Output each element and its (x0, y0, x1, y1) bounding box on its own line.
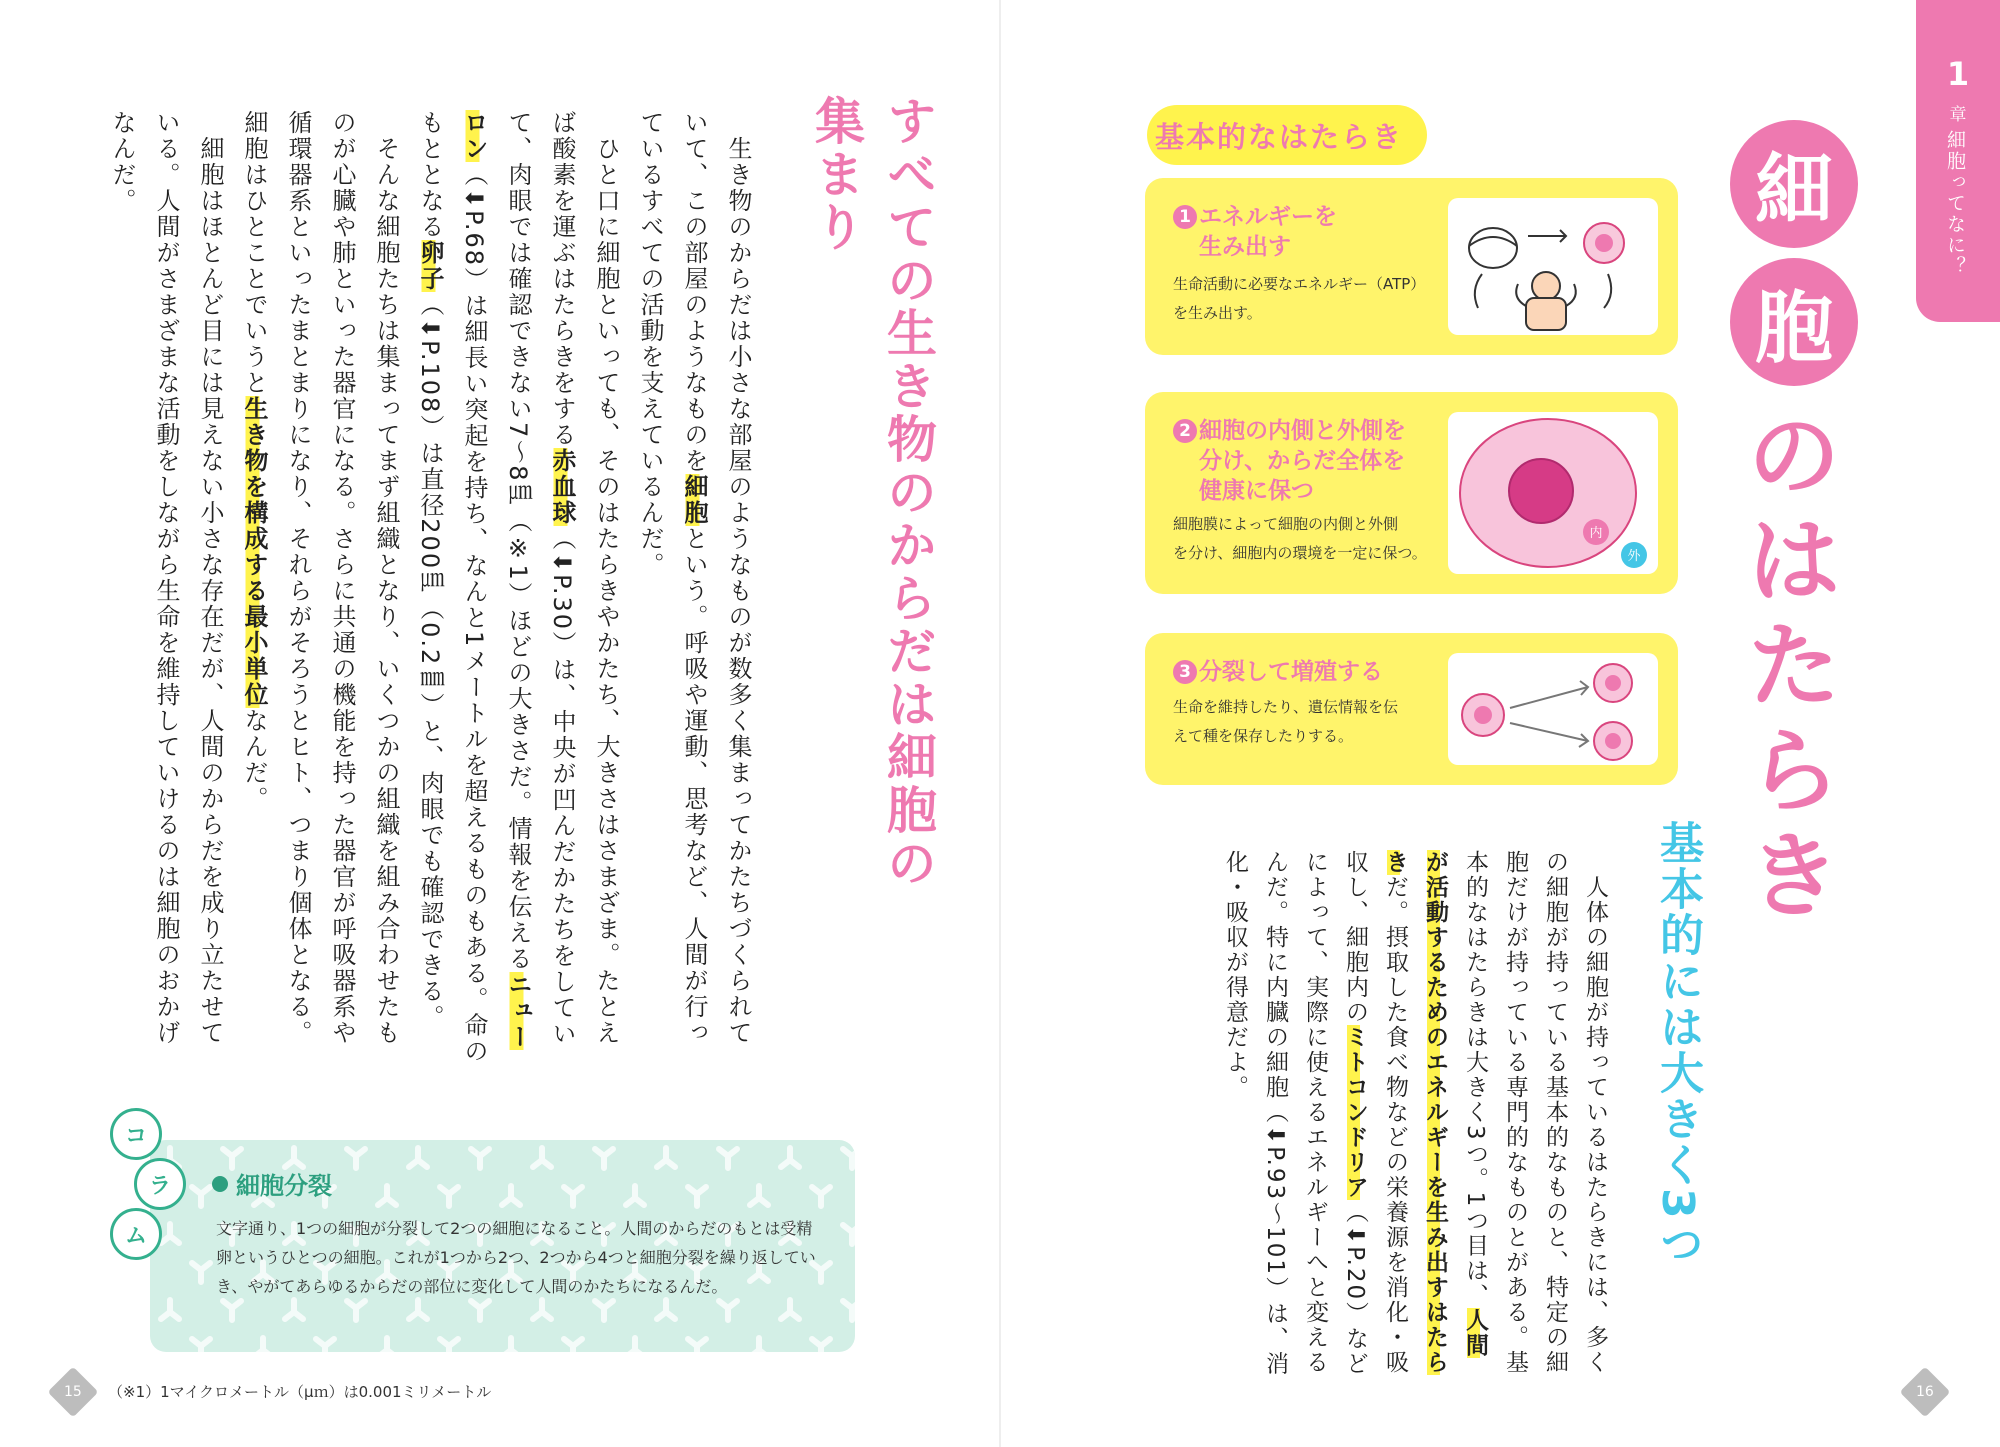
pattern-mark (285, 1300, 303, 1319)
pattern-mark (750, 1338, 768, 1352)
inner-label: 内 (1589, 526, 1603, 541)
pattern-mark (502, 1338, 520, 1352)
chapter-tab (1916, 0, 2000, 322)
pattern-mark (781, 1300, 799, 1319)
emphasized-text: 人間が活動するためのエネルギーを生み出すはたらき (1382, 850, 1488, 1375)
section-label: 基本的なはたらき (1147, 105, 1427, 165)
pattern-mark (750, 1186, 768, 1205)
emphasized-text: 卵子 (416, 240, 444, 292)
right-body (1110, 850, 1615, 1380)
body-text: という。呼吸や運動、思考など、人間が行っているすべての活動を支えているんだ。 (636, 110, 708, 1046)
pattern-mark (843, 1301, 855, 1320)
pattern-mark (440, 1339, 458, 1352)
pattern-mark (564, 1187, 582, 1206)
pattern-mark (254, 1338, 272, 1352)
pattern-mark (688, 1187, 706, 1206)
pattern-mark (626, 1186, 644, 1205)
body-text: （⬇P.20）などによって、実際に使えるエネルギーへと変えるんだ。特に内臓の細胞（⬇P.93～101）は、消化・吸収が得意だよ。 (1222, 850, 1368, 1377)
pattern-mark (471, 1149, 489, 1168)
chapter-number: 1 (1946, 55, 1970, 93)
column-box (150, 1140, 855, 1352)
card-title: 2 細胞の内側と外側を 分け、からだ全体を 健康に保つ (1173, 416, 1406, 506)
card-illustration (1448, 653, 1658, 765)
emphasized-text: ミトコンドリア (1342, 1025, 1368, 1200)
function-card (1145, 178, 1678, 355)
card-illustration (1448, 412, 1658, 574)
body-text: 人体の細胞が持っているはたらきには、多くの細胞が持っている基本的なものと、特定の細胞だけが持っている専門的なものとがある。 (1502, 850, 1608, 1375)
pattern-mark (316, 1339, 334, 1352)
column-title (212, 1166, 332, 1201)
title-char: き (1747, 822, 1840, 930)
pattern-mark (347, 1301, 365, 1320)
title-char: 細 (1730, 120, 1858, 248)
pattern-mark (688, 1339, 706, 1352)
pattern-mark (843, 1149, 855, 1168)
function-card (1145, 633, 1678, 785)
title-char: は (1747, 507, 1840, 615)
pattern-mark (843, 1225, 855, 1244)
body-text: 生き物のからだは小さな部屋のようなものが数多く集まってかたちづくられていて、この部屋のようなものを (680, 110, 752, 1046)
body-paragraph (628, 110, 760, 1070)
body-paragraph (100, 110, 232, 1070)
pattern-mark (564, 1339, 582, 1352)
card-illustration (1448, 198, 1658, 335)
column-label-char: コ (110, 1108, 162, 1160)
pattern-mark (471, 1301, 489, 1320)
card-number: 1 (1173, 205, 1197, 229)
title-char: ら (1747, 717, 1840, 825)
body-paragraph (408, 110, 628, 1070)
card-description: 生命を維持したり、遺伝情報を伝 えて種を保存したりする。 (1173, 698, 1399, 745)
column-label-char: ム (110, 1208, 162, 1260)
function-card (1145, 392, 1678, 594)
card-title: 1 エネルギーを 生み出す (1173, 202, 1337, 262)
pattern-mark (781, 1148, 799, 1167)
title-char: た (1747, 612, 1840, 720)
page-title (1730, 120, 1860, 930)
emphasized-text: 細胞 (680, 474, 708, 526)
pattern-mark (192, 1263, 210, 1282)
pattern-mark (719, 1149, 737, 1168)
title-char: の (1747, 402, 1840, 510)
pattern-mark (595, 1149, 613, 1168)
body-text: 基本的なはたらきは大きく3つ。1つ目は、 (1462, 850, 1528, 1375)
left-heading: すべての生き物のからだは細胞の集まり (807, 95, 937, 890)
pattern-mark (657, 1148, 675, 1167)
column-title-text: 細胞分裂 (236, 1172, 332, 1200)
division-illustration (1448, 653, 1658, 765)
pattern-mark (657, 1300, 675, 1319)
gutter (999, 0, 1001, 1447)
pattern-mark (192, 1187, 210, 1206)
card-description: 生命活動に必要なエネルギー（ATP） を生み出す。 (1173, 275, 1426, 322)
pattern-mark (719, 1301, 737, 1320)
emphasized-text: ニューロン (460, 110, 532, 1050)
pattern-mark (285, 1148, 303, 1167)
card-description: 細胞膜によって細胞の内側と外側 を分け、細胞内の環境を一定に保つ。 (1173, 515, 1427, 562)
energy-illustration (1448, 198, 1658, 335)
title-char: 胞 (1730, 258, 1858, 386)
pattern-mark (533, 1148, 551, 1167)
pattern-mark (812, 1339, 830, 1352)
pattern-mark (409, 1148, 427, 1167)
body-text: ひと口に細胞といっても、そのはたらきやかたち、大きさはさまざま。たとえば酸素を運ぶはたらきをする (548, 110, 620, 1046)
footnote: （※1）1マイクロメートル（μｍ）は0.001ミリメートル (108, 1383, 492, 1401)
body-text: （⬇P.68）は細長い突起を持ち、なんと1メートルを超えるものもある。命のもととなる (416, 110, 488, 1065)
outer-label: 外 (1627, 549, 1641, 564)
pattern-mark (812, 1187, 830, 1206)
membrane-illustration (1448, 412, 1658, 574)
left-body (100, 110, 760, 1070)
pattern-mark (378, 1186, 396, 1205)
page-number: 16 (1900, 1367, 1951, 1418)
pattern-mark (533, 1300, 551, 1319)
chapter-title: 細胞ってなに？ (1944, 130, 1966, 277)
emphasized-text: 赤血球 (548, 448, 576, 526)
pattern-mark (192, 1339, 210, 1352)
pattern-mark (223, 1301, 241, 1320)
subheading: 基本的には大きく3つ (1652, 820, 1703, 1267)
body-text: 細胞はほとんど目には見えない小さな存在だが、人間のからだを成り立たせている。人間がさまざまな活動をしながら生命を維持していけるのは細胞のおかげなんだ。 (108, 110, 224, 1046)
body-text: なんだ。 (240, 708, 268, 812)
body-text: そんな細胞たちは集まってまず組織となり、いくつかの組織を組み合わせたものが心臓や肺といった器官になる。さらに共通の機能を持った器官が呼吸器系や循環器系といったまとまりになり、それらがそろうとヒト、つまり個体となる。細胞はひとことでいうと (240, 110, 400, 1046)
page-number: 15 (48, 1367, 99, 1418)
card-number: 3 (1173, 660, 1197, 684)
pattern-mark (378, 1338, 396, 1352)
pattern-mark (409, 1300, 427, 1319)
column-text: 文字通り、1つの細胞が分裂して2つの細胞になること。人間のからだのもとは受精卵というひとつの細胞。これが1つから2つ、2つから4つと細胞分裂を繰り返していき、やがてあらゆるからだの部位に変化して人間のかたちになるんだ。 (216, 1219, 816, 1296)
emphasized-text: 生き物を構成する最小単位 (240, 396, 268, 708)
pattern-mark (595, 1301, 613, 1320)
body-text: （⬇P.30）は、中央が凹んだかたちをしていて、肉眼では確認できない7～8㎛（※1）ほどの大きさだ。情報を伝える (504, 110, 576, 1048)
body-text: だ。摂取した食べ物などの栄養源を消化・吸収し、細胞内の (1342, 850, 1408, 1375)
pattern-mark (502, 1186, 520, 1205)
body-text: （⬇P.108）は直径200㎛（0.2㎜）と、肉眼でも確認できる。 (416, 292, 444, 1031)
body-paragraph (232, 110, 408, 1070)
pattern-mark (626, 1338, 644, 1352)
pattern-mark (440, 1187, 458, 1206)
bullet-icon (212, 1176, 228, 1192)
column-label (110, 1108, 190, 1308)
card-number: 2 (1173, 419, 1197, 443)
card-title: 3 分裂して増殖する (1173, 657, 1383, 687)
pattern-mark (347, 1149, 365, 1168)
column-label-char: ラ (134, 1158, 186, 1210)
chapter-kanji: 章 (1949, 105, 1967, 125)
